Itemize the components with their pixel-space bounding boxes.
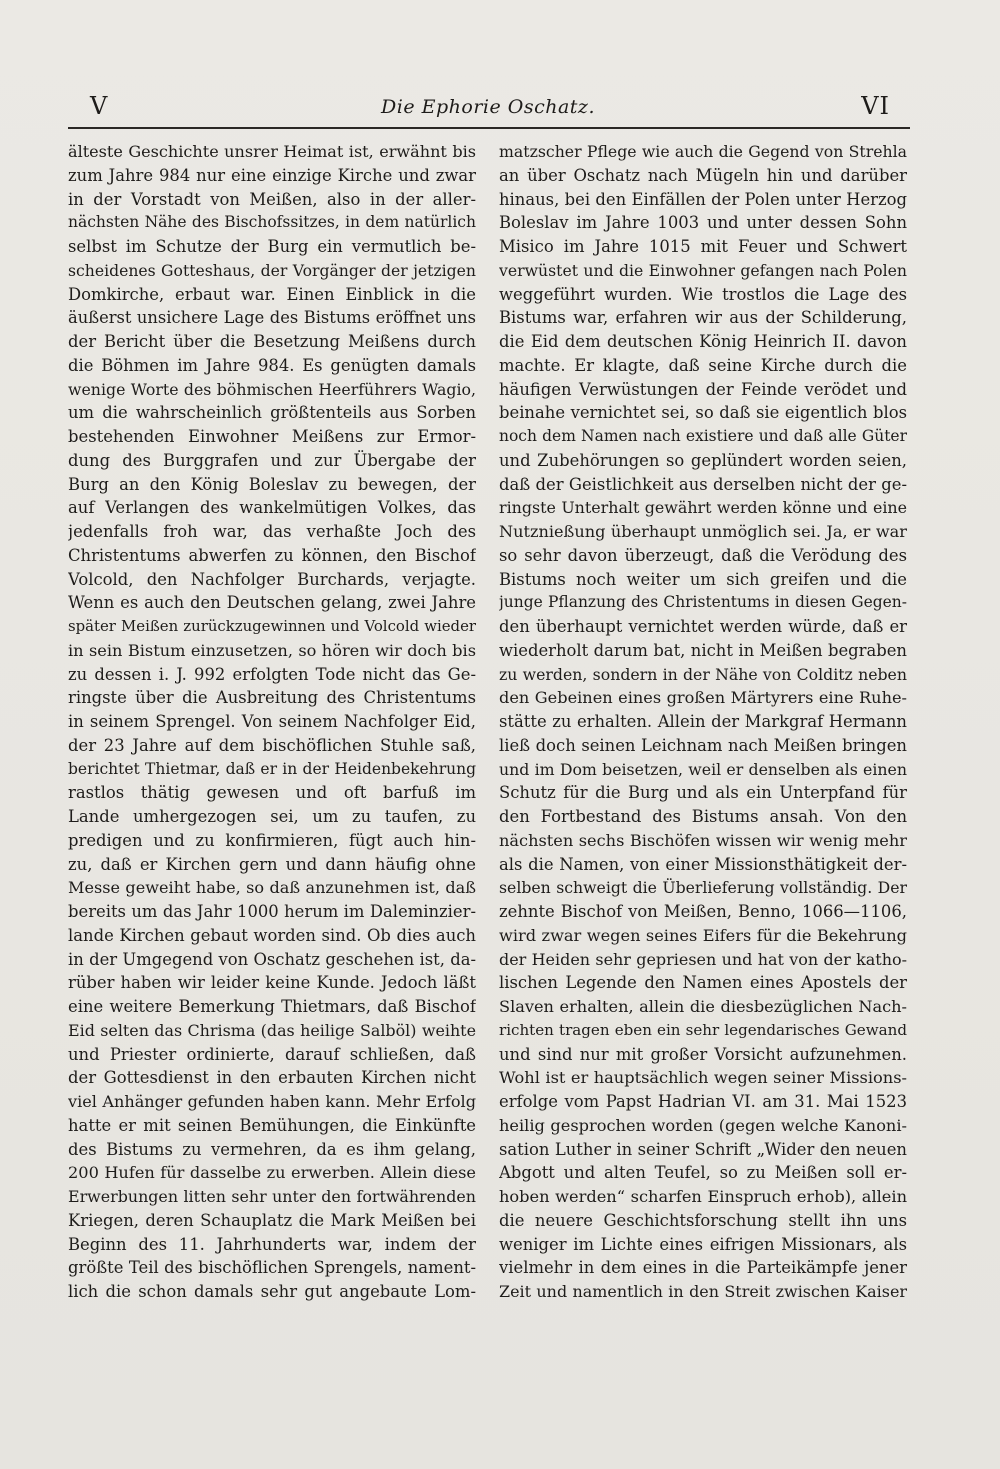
text-line: den überhaupt vernichtet werden würde, daß er [499,617,907,636]
text-line: Bistums noch weiter um sich greifen und die [499,569,907,589]
text-line: in der Umgegend von Oschatz geschehen ist, da- [68,949,476,969]
text-line: des Bistums zu vermehren, da es ihm gelang, [68,1139,476,1159]
text-line: stätte zu erhalten. Allein der Markgraf Hermann [499,712,907,731]
text-line: so sehr davon überzeugt, daß die Verödung des [499,545,907,565]
text-line: Messe geweiht habe, so daß anzunehmen ist, daß [68,878,476,898]
text-line: der Heiden sehr gepriesen und hat von der katho- [499,949,907,969]
text-line: und Priester ordinierte, darauf schließen, daß [68,1044,476,1064]
text-line: wiederholt darum bat, nicht in Meißen begraben [499,640,907,660]
text-line: hinaus, bei den Einfällen der Polen unter Herzog [499,189,907,209]
text-line: zu, daß er Kirchen gern und dann häufig ohne [68,854,476,874]
text-line: Abgott und alten Teufel, so zu Meißen soll er- [499,1163,907,1183]
text-line: hoben werden“ scharfen Einspruch erhob), allein [499,1187,907,1206]
text-line: Lande umhergezogen sei, um zu taufen, zu [68,807,476,826]
text-line: selben schweigt die Überlieferung vollständig. Der [499,878,907,898]
text-line: und sind nur mit großer Vorsicht aufzunehmen. [499,1044,907,1064]
text-line: Erwerbungen litten sehr unter den fortwährenden [68,1187,476,1206]
text-line: in der Vorstadt von Meißen, also in der aller- [68,189,476,209]
text-line: bereits um das Jahr 1000 herum im Daleminzier- [68,902,476,921]
text-line: älteste Geschichte unsrer Heimat ist, erwähnt bis [68,142,476,161]
text-line: lich die schon damals sehr gut angebaute Lom- [68,1282,476,1301]
text-line: predigen und zu konfirmieren, fügt auch hin- [68,830,476,850]
text-line: Schutz für die Burg und als ein Unterpfand für [499,783,907,803]
text-line: 200 Hufen für dasselbe zu erwerben. Allein diese [68,1163,476,1183]
text-line: um die wahrscheinlich größtenteils aus Sorben [68,403,476,423]
text-line: ringste über die Ausbreitung des Christentums [68,688,476,708]
text-line: Christentums abwerfen zu können, den Bischof [68,545,476,565]
text-line: Domkirche, erbaut war. Einen Einblick in die [68,284,476,304]
text-line: Volcold, den Nachfolger Burchards, verjagte. [68,569,476,589]
text-line: später Meißen zurückzugewinnen und Volcold wieder [68,617,476,635]
text-line: heilig gesprochen worden (gegen welche Kanoni- [499,1115,907,1135]
text-line: wenige Worte des böhmischen Heerführers Wagio, [68,379,476,399]
right-text-column [499,140,907,1304]
text-line: erfolge vom Papst Hadrian VI. am 31. Mai 1523 [499,1092,907,1111]
text-line: äußerst unsichere Lage des Bistums eröffnet uns [68,308,476,328]
text-line: Beginn des 11. Jahrhunderts war, indem der [68,1234,476,1254]
text-line: daß der Geistlichkeit aus derselben nicht der ge- [499,474,907,494]
text-line: häufigen Verwüstungen der Feinde verödet und [499,379,907,399]
text-line: zehnte Bischof von Meißen, Benno, 1066—1106, [499,902,907,921]
text-line: vielmehr in dem eines in die Parteikämpfe jener [499,1258,907,1278]
text-line: scheidenes Gotteshaus, der Vorgänger der jetzigen [68,260,476,280]
text-line: rastlos thätig gewesen und oft barfuß im [68,783,476,803]
text-line: verwüstet und die Einwohner gefangen nach Polen [499,260,907,280]
text-line: der 23 Jahre auf dem bischöflichen Stuhle saß, [68,735,476,755]
text-line: jedenfalls froh war, das verhaßte Joch des [68,522,476,541]
text-line: wird zwar wegen seines Eifers für die Bekehrung [499,925,907,945]
text-line: selbst im Schutze der Burg ein vermutlich be- [68,237,476,256]
text-line: den Gebeinen eines großen Märtyrers eine Ruhe- [499,688,907,708]
text-line: und Zubehörungen so geplündert worden seien, [499,450,907,470]
text-line: Wohl ist er hauptsächlich wegen seiner Missions- [499,1068,907,1088]
text-line: den Fortbestand des Bistums ansah. Von den [499,807,907,826]
left-page-number: V [90,92,109,120]
text-line: an über Oschatz nach Mügeln hin und darüber [499,165,907,185]
text-line: ließ doch seinen Leichnam nach Meißen bringen [499,735,907,755]
text-line: rüber haben wir leider keine Kunde. Jedoch läßt [68,973,476,993]
text-line: Zeit und namentlich in den Streit zwischen Kaiser [499,1282,907,1301]
text-line: die neuere Geschichtsforschung stellt ihn uns [499,1210,907,1230]
text-line: und im Dom beisetzen, weil er denselben als einen [499,759,907,779]
text-line: sation Luther in seiner Schrift „Wider den neuen [499,1139,907,1159]
text-line: Eid selten das Chrisma (das heilige Salböl) weihte [68,1020,476,1040]
text-line: Boleslav im Jahre 1003 und unter dessen Sohn [499,213,907,233]
running-title: Die Ephorie Oschatz. [381,96,595,118]
text-line: junge Pflanzung des Christentums in diesen Gegen- [499,593,907,612]
text-line: eine weitere Bemerkung Thietmars, daß Bischof [68,997,476,1016]
page-header [68,92,908,126]
text-line: hatte er mit seinen Bemühungen, die Einkünfte [68,1115,476,1135]
text-line: zu dessen i. J. 992 erfolgten Tode nicht das Ge- [68,664,476,684]
text-line: die Eid dem deutschen König Heinrich II. davon [499,332,907,351]
text-line: zum Jahre 984 nur eine einzige Kirche und zwar [68,165,476,185]
text-line: berichtet Thietmar, daß er in der Heidenbekehrung [68,759,476,778]
text-line: richten tragen eben ein sehr legendarisches Gewand [499,1020,907,1039]
text-line: lischen Legende den Namen eines Apostels der [499,973,907,993]
text-line: als die Namen, von einer Missionsthätigkeit der- [499,854,907,874]
text-line: dung des Burggrafen und zur Übergabe der [68,450,476,470]
text-line: der Bericht über die Besetzung Meißens durch [68,332,476,351]
right-page-number: VI [861,92,890,120]
text-line: Nutznießung überhaupt unmöglich sei. Ja, er war [499,522,907,541]
text-line: der Gottesdienst in den erbauten Kirchen nicht [68,1068,476,1088]
text-line: Misico im Jahre 1015 mit Feuer und Schwert [499,237,907,256]
text-line: auf Verlangen des wankelmütigen Volkes, das [68,498,476,518]
text-line: die Böhmen im Jahre 984. Es genügten damals [68,355,476,375]
text-line: matzscher Pflege wie auch die Gegend von Strehla [499,142,907,161]
text-line: weniger im Lichte eines eifrigen Missionars, als [499,1234,907,1254]
text-line: zu werden, sondern in der Nähe von Colditz neben [499,664,907,684]
text-line: größte Teil des bischöflichen Sprengels, nament- [68,1258,476,1278]
text-line: nächsten Nähe des Bischofssitzes, in dem natürlich [68,213,476,232]
text-line: beinahe vernichtet sei, so daß sie eigentlich blos [499,403,907,423]
text-line: weggeführt wurden. Wie trostlos die Lage des [499,284,907,304]
text-line: Burg an den König Boleslav zu bewegen, der [68,474,476,494]
text-line: Bistums war, erfahren wir aus der Schilderung, [499,308,907,328]
text-line: noch dem Namen nach existiere und daß alle Güter [499,427,907,445]
text-line: Kriegen, deren Schauplatz die Mark Meißen bei [68,1210,476,1230]
text-line: ringste Unterhalt gewährt werden könne und eine [499,498,907,518]
text-line: bestehenden Einwohner Meißens zur Ermor- [68,427,476,446]
left-text-column [68,140,476,1304]
text-line: Slaven erhalten, allein die diesbezüglichen Nach- [499,997,907,1016]
text-line: lande Kirchen gebaut worden sind. Ob dies auch [68,925,476,945]
header-rule [68,127,910,129]
text-line: nächsten sechs Bischöfen wissen wir wenig mehr [499,830,907,850]
text-line: in seinem Sprengel. Von seinem Nachfolger Eid, [68,712,476,731]
text-line: viel Anhänger gefunden haben kann. Mehr Erfolg [68,1092,476,1111]
text-line: machte. Er klagte, daß seine Kirche durch die [499,355,907,375]
text-line: Wenn es auch den Deutschen gelang, zwei Jahre [68,593,476,613]
text-line: in sein Bistum einzusetzen, so hören wir doch bis [68,640,476,660]
